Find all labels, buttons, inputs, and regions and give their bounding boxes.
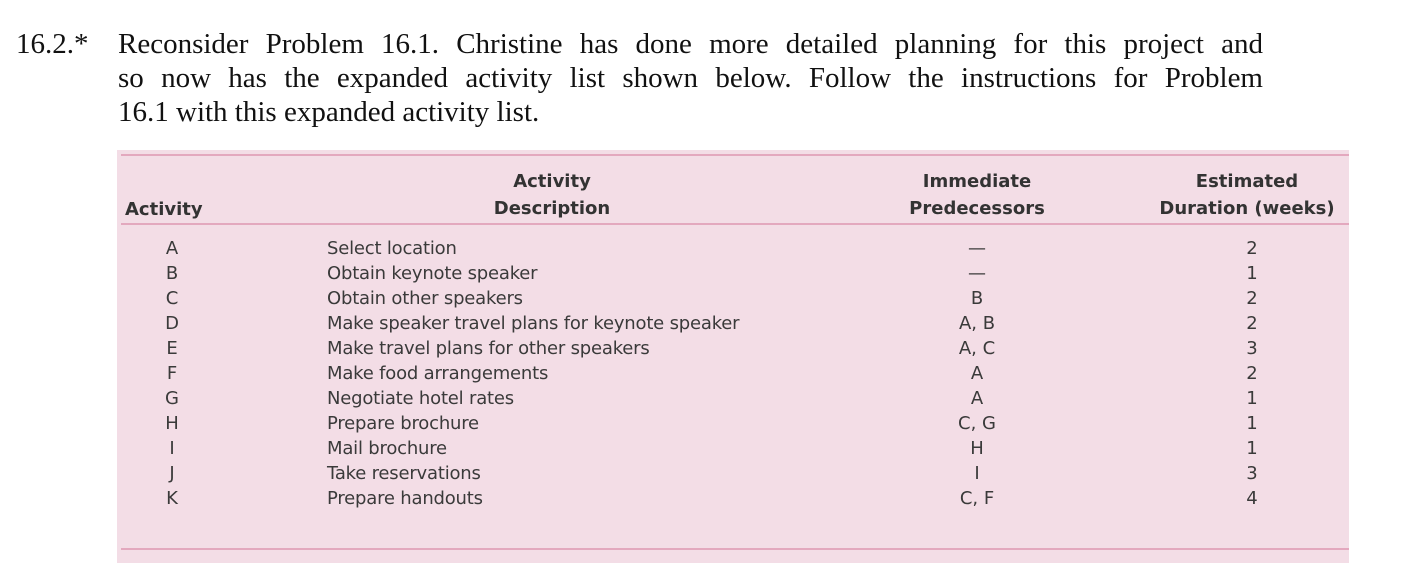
cell-predecessors: A, B: [958, 313, 996, 334]
problem-text-line: Reconsider Problem 16.1. Christine has done more detailed planning for this project and: [118, 28, 1263, 60]
header-description-line: Description: [493, 198, 611, 219]
problem-number: 16.2.*: [16, 28, 89, 60]
cell-description: Prepare handouts: [327, 488, 483, 509]
table-row: [117, 411, 1349, 436]
table-row: [117, 261, 1349, 286]
cell-activity: F: [166, 363, 178, 384]
cell-activity: D: [165, 313, 179, 334]
table-row: [117, 461, 1349, 486]
table-row: [117, 386, 1349, 411]
cell-duration: 3: [1246, 463, 1258, 484]
cell-predecessors: —: [968, 263, 986, 284]
header-rule: [121, 223, 1349, 225]
cell-description: Make travel plans for other speakers: [327, 338, 650, 359]
cell-activity: I: [169, 438, 175, 459]
problem-text-line: 16.1 with this expanded activity list.: [118, 96, 540, 128]
cell-predecessors: B: [970, 288, 984, 309]
table-row: [117, 311, 1349, 336]
table-top-rule: [121, 154, 1349, 156]
cell-description: Obtain other speakers: [327, 288, 523, 309]
cell-predecessors: —: [968, 238, 986, 259]
cell-duration: 1: [1246, 263, 1258, 284]
header-duration: [1147, 168, 1347, 222]
cell-activity: G: [165, 388, 179, 409]
cell-description: Negotiate hotel rates: [327, 388, 514, 409]
table-body: [117, 236, 1349, 511]
cell-activity: C: [165, 288, 179, 309]
cell-predecessors: A: [970, 388, 984, 409]
activity-table: [117, 150, 1349, 563]
cell-duration: 1: [1246, 388, 1258, 409]
cell-duration: 3: [1246, 338, 1258, 359]
table-row: [117, 486, 1349, 511]
cell-predecessors: A: [970, 363, 984, 384]
table-row: [117, 361, 1349, 386]
table-bottom-rule: [121, 548, 1349, 550]
cell-activity: K: [166, 488, 178, 509]
header-description: [327, 168, 777, 222]
cell-activity: B: [165, 263, 179, 284]
cell-duration: 2: [1246, 288, 1258, 309]
table-row: [117, 236, 1349, 261]
header-activity: Activity: [125, 199, 203, 220]
cell-duration: 1: [1246, 438, 1258, 459]
cell-duration: 4: [1246, 488, 1258, 509]
table-row: [117, 336, 1349, 361]
cell-description: Make food arrangements: [327, 363, 549, 384]
cell-predecessors: I: [974, 463, 980, 484]
problem-text-line: so now has the expanded activity list shown below. Follow the instructions for Problem: [118, 62, 1263, 94]
cell-activity: A: [165, 238, 179, 259]
cell-duration: 1: [1246, 413, 1258, 434]
cell-description: Take reservations: [327, 463, 481, 484]
header-duration-line: Estimated: [1195, 171, 1299, 192]
cell-predecessors: A, C: [958, 338, 996, 359]
cell-activity: H: [165, 413, 179, 434]
cell-predecessors: C, G: [958, 413, 996, 434]
table-row: [117, 436, 1349, 461]
cell-description: Select location: [327, 238, 457, 259]
cell-predecessors: H: [970, 438, 984, 459]
problem-text: [118, 27, 1263, 129]
header-predecessors-line: Immediate: [922, 171, 1032, 192]
table-row: [117, 286, 1349, 311]
cell-duration: 2: [1246, 313, 1258, 334]
header-description-line: Activity: [513, 171, 591, 192]
cell-activity: J: [169, 463, 175, 484]
cell-description: Mail brochure: [327, 438, 447, 459]
cell-description: Obtain keynote speaker: [327, 263, 538, 284]
cell-duration: 2: [1246, 363, 1258, 384]
header-predecessors: [892, 168, 1062, 222]
cell-predecessors: C, F: [959, 488, 995, 509]
cell-activity: E: [166, 338, 178, 359]
cell-description: Prepare brochure: [327, 413, 479, 434]
cell-duration: 2: [1246, 238, 1258, 259]
header-predecessors-line: Predecessors: [909, 198, 1045, 219]
header-duration-line: Duration (weeks): [1159, 198, 1335, 219]
cell-description: Make speaker travel plans for keynote speaker: [327, 313, 740, 334]
